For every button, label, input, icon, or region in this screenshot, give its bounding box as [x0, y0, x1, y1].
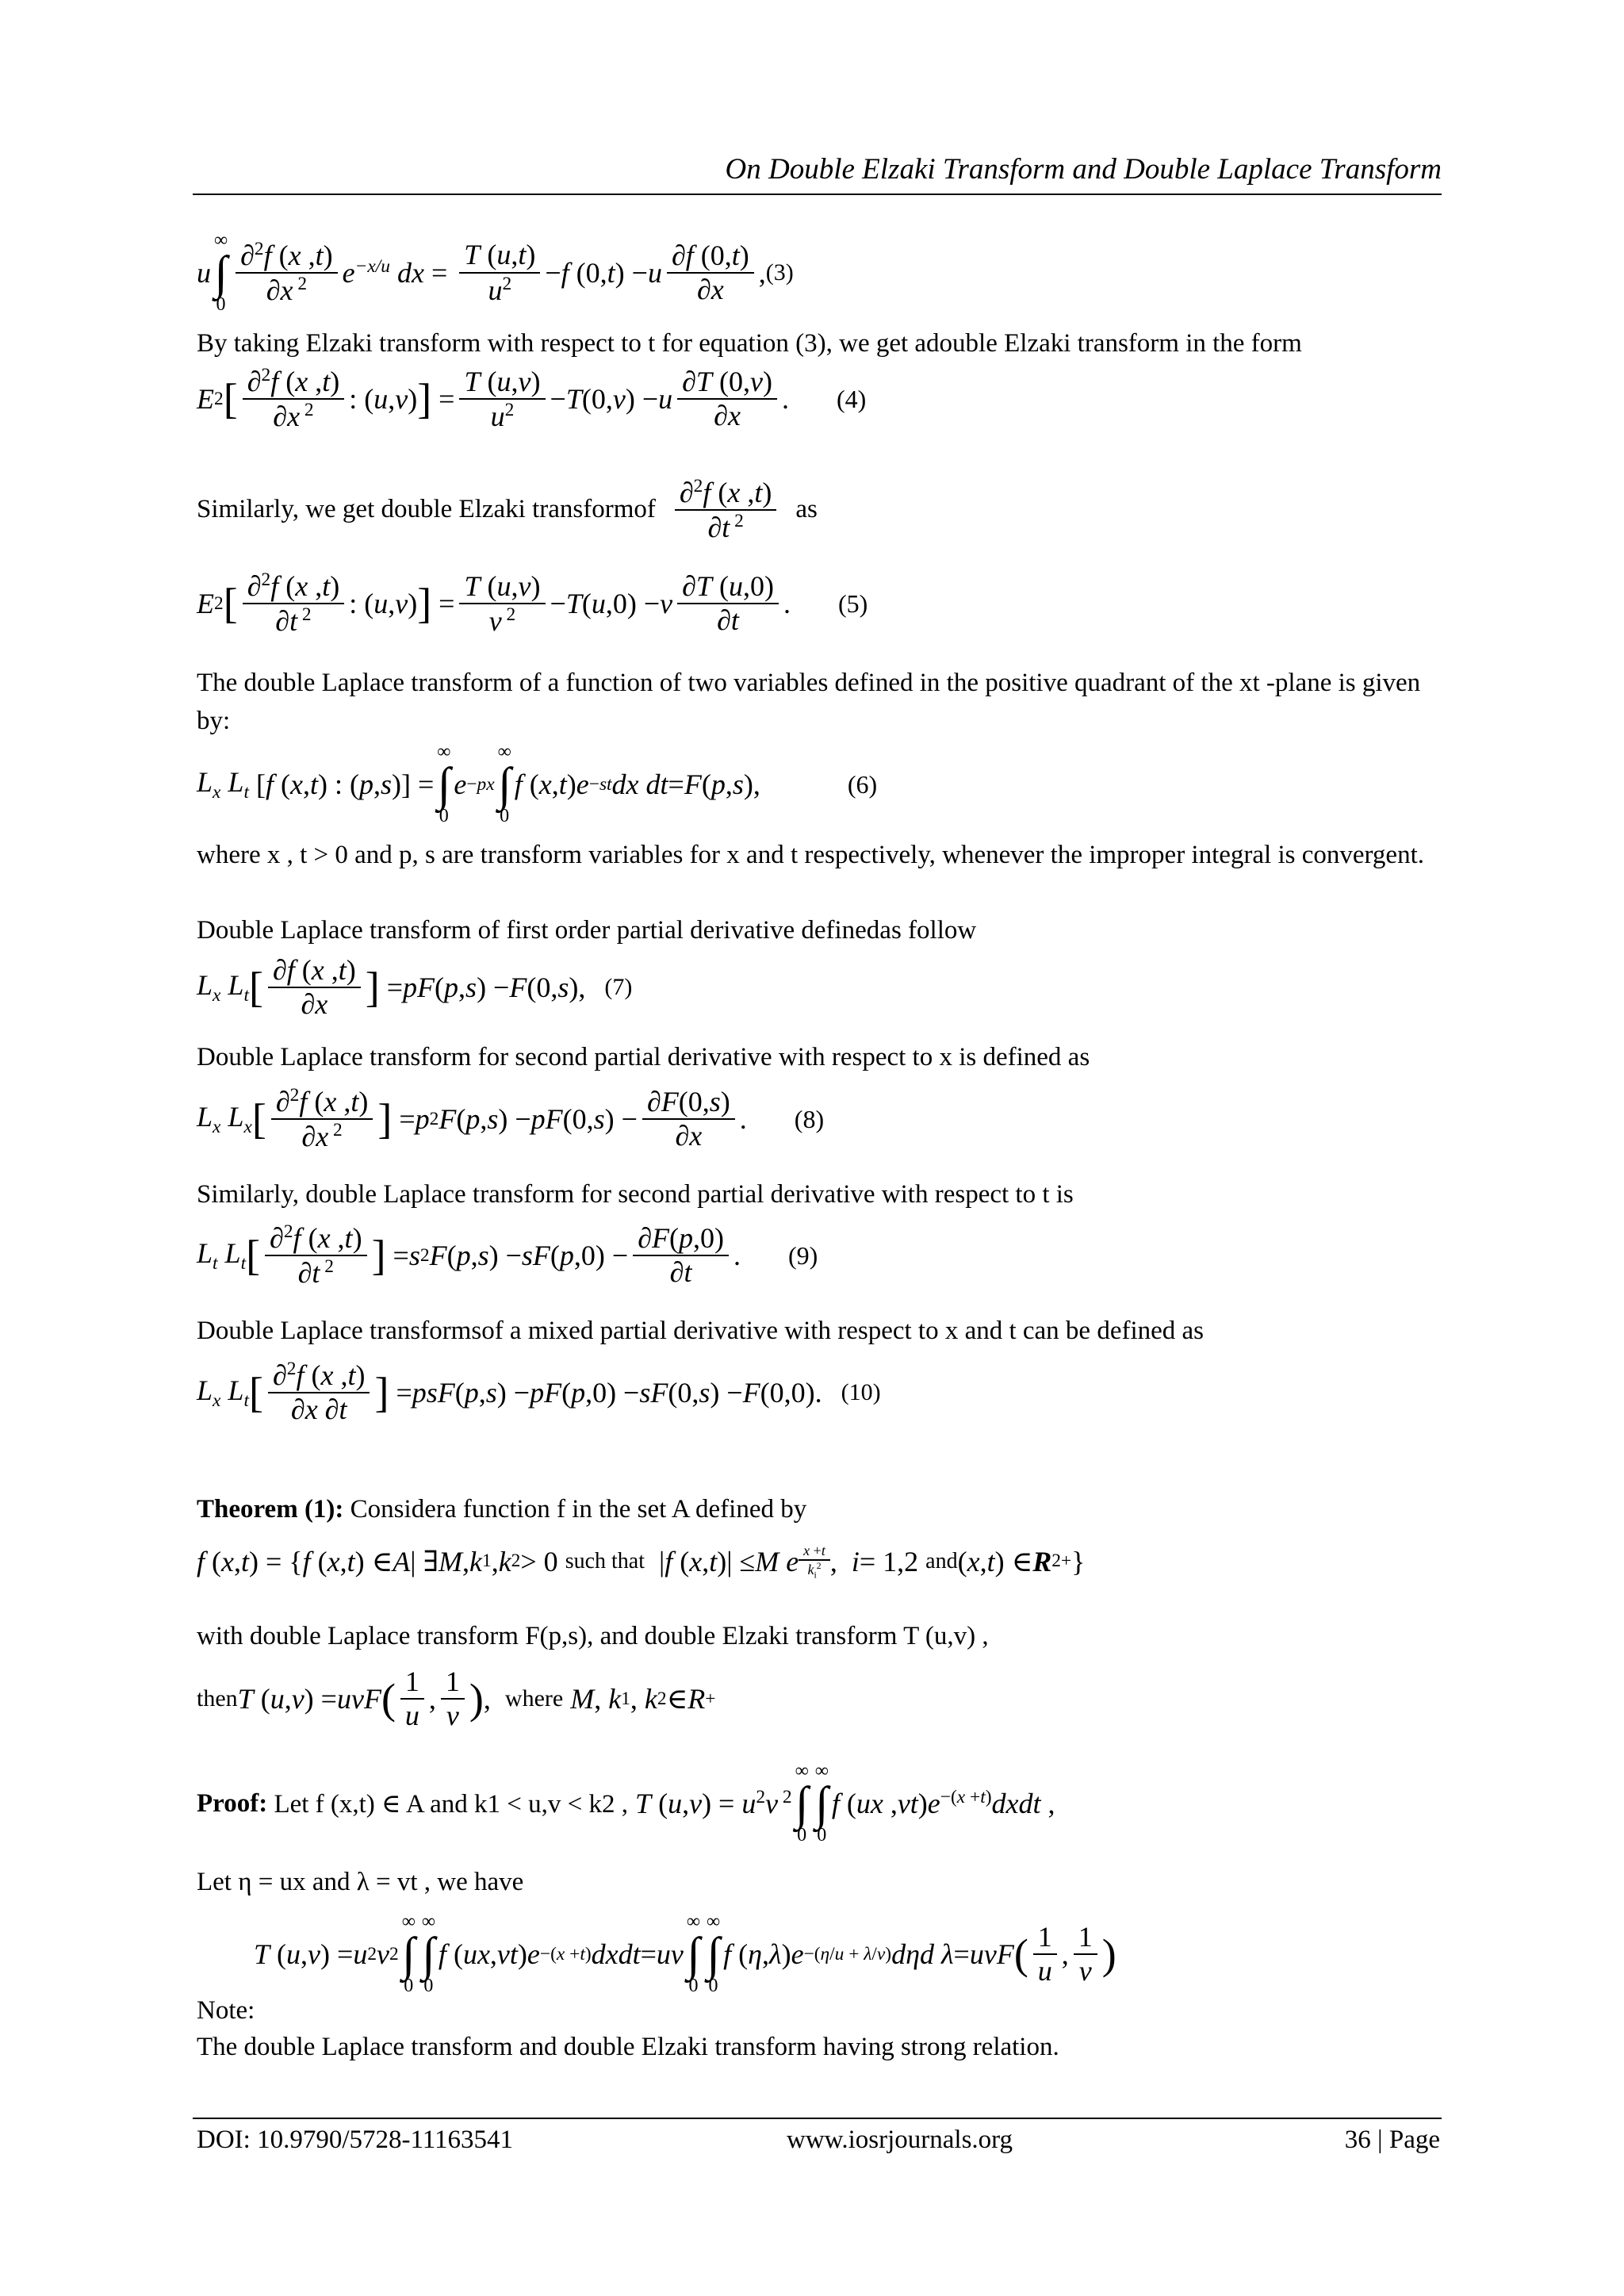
- theorem-conclusion: then T ( u , v ) = uvF ( 1 u , 1 v ) , where M , k 1 , k 2 ∈ R +: [197, 1665, 716, 1732]
- header-rule: [193, 194, 1442, 195]
- equation-6: $L_x$ $L_t$ [ f ( x , t ) : ( p , s )] = ∞ ∫ 0 e −px ∞ ∫ 0 f ( x , t ) e −st dx dt = F ( p , s ), (6): [197, 742, 878, 826]
- paragraph-2: Similarly, we get double Elzaki transformof ∂$^2$f (x ,t) ∂t $^2$ as: [197, 476, 818, 544]
- paragraph-2-text: Similarly, we get double Elzaki transformof: [197, 495, 656, 524]
- equation-9-label: (9): [787, 1240, 818, 1270]
- equation-3: u ∞ ∫ 0 ∂$^2$f (x ,t) ∂x $^2$ $e^{-x/u}$ dx = T (u,t) $u^2$ − f (0, t ) − u ∂f (0,t) ∂x , (3): [197, 230, 794, 315]
- paragraph-2-tail: as: [795, 495, 818, 524]
- let-line: Let η = ux and λ = vt , we have: [197, 1868, 524, 1896]
- footer-doi: DOI: 10.9790/5728-11163541: [197, 2125, 514, 2154]
- footer-website: www.iosrjournals.org: [787, 2125, 1013, 2154]
- equation-4: E 2 [ ∂$^2$f (x ,t) ∂x $^2$ : ( u , v ) ] = T (u,v) $u^2$ − T (0, v ) − u ∂T (0,v) ∂x . (4): [197, 365, 867, 433]
- footer-rule: [193, 2118, 1442, 2119]
- equation-5-label: (5): [837, 588, 868, 618]
- running-header: On Double Elzaki Transform and Double Laplace Transform: [725, 153, 1442, 186]
- equation-7: $L_x$ $L_t$ [ ∂f (x ,t) ∂x ] = pF ( p , s ) − F (0, s ), (7): [197, 954, 633, 1021]
- equation-4-label: (4): [836, 384, 867, 413]
- paragraph-6: Double Laplace transform for second partial derivative with respect to x is defined as: [197, 1043, 1090, 1071]
- theorem-heading: Theorem (1):: [197, 1495, 344, 1524]
- proof-equation: T ( u , v ) = u 2 v 2 ∞ ∫ 0 ∞ ∫ 0 f ( ux , vt ) e −(x +t) dxdt = uv ∞ ∫ 0 ∞ ∫ 0 f ( η , λ ) e −(η/u + λ/v) dη d λ = uvF ( 1 u , 1 v ): [254, 1911, 1116, 1996]
- equation-8-label: (8): [794, 1104, 825, 1133]
- equation-6-label: (6): [847, 769, 878, 799]
- theorem-text: Considera function f in the set A defined by: [350, 1495, 807, 1524]
- then-label: then: [197, 1685, 238, 1712]
- set-definition-and: and: [925, 1548, 958, 1573]
- equation-7-label: (7): [604, 974, 633, 1001]
- set-definition: f ( x , t ) = { f ( x , t ) ∈ A | ∃ M , k 1 , k 2 > 0 such that | f ( x , t )| ≤ M e $\frac{x +t}{k_i^2}$ , i = 1,2 and ( x , t ) ∈ R 2 + }: [197, 1543, 1086, 1581]
- proof-text: Let f (x,t) ∈ A and k1 < u,v < k2 ,: [274, 1790, 629, 1819]
- equation-9: $L_t$ $L_t$ [ ∂$^2$f (x ,t) ∂t $^2$ ] = s 2 F ( p , s ) − sF ( p ,0) − ∂F(p,0) ∂t . (9): [197, 1221, 818, 1290]
- equation-10-label: (10): [841, 1378, 881, 1405]
- paragraph-3: The double Laplace transform of a function of two variables defined in the positive quadrant of the xt -plane is given by:: [197, 669, 1421, 735]
- footer-page-number: 36 | Page: [1344, 2125, 1440, 2154]
- equation-8: $L_x$ $L_x$ [ ∂$^2$f (x ,t) ∂x $^2$ ] = p 2 F ( p , s ) − pF (0, s ) − ∂F(0,s) ∂x . (8): [197, 1085, 825, 1153]
- paragraph-8: Double Laplace transformsof a mixed partial derivative with respect to x and t can be defined as: [197, 1317, 1205, 1345]
- where-label: where: [504, 1685, 564, 1712]
- note-heading: Note:: [197, 1996, 255, 2025]
- paragraph-9: with double Laplace transform F(p,s), and double Elzaki transform T (u,v) ,: [197, 1622, 989, 1650]
- equation-3-label: (3): [765, 259, 794, 286]
- theorem-1: [197, 1491, 1442, 1529]
- paragraph-5: Double Laplace transform of first order partial derivative definedas follow: [197, 916, 977, 945]
- proof: Proof: Let f (x,t) ∈ A and k1 < u,v < k2 , T $(u,v) = u^2v$ $^2$ ∞ ∫ 0 ∞ ∫ 0 f (ux $,vt)e^{-(x +t)}dxdt$ ,: [197, 1761, 1055, 1846]
- note-text: The double Laplace transform and double Elzaki transform having strong relation.: [197, 2033, 1059, 2061]
- paragraph-1: By taking Elzaki transform with respect to t for equation (3), we get adouble Elzaki transform in the form: [197, 329, 1302, 358]
- equation-5: E 2 [ ∂$^2$f (x ,t) ∂t $^2$ : ( u , v ) ] = T (u,v) v $^2$ − T ( u ,0) − v ∂T (u,0) ∂t . (5): [197, 569, 868, 638]
- equation-10: $L_x$ $L_t$ [ ∂$^2$f (x ,t) ∂x ∂t ] = psF ( p , s ) − pF ( p ,0) − sF (0, s ) − F (0,0). (10): [197, 1359, 881, 1426]
- set-definition-such-that: such that: [565, 1548, 645, 1573]
- paragraph-4: where x , t > 0 and p, s are transform variables for x and t respectively, whenever the improper integral is convergent.: [197, 841, 1424, 869]
- paragraph-7: Similarly, double Laplace transform for second partial derivative with respect to t is: [197, 1180, 1074, 1209]
- proof-heading: Proof:: [197, 1788, 268, 1818]
